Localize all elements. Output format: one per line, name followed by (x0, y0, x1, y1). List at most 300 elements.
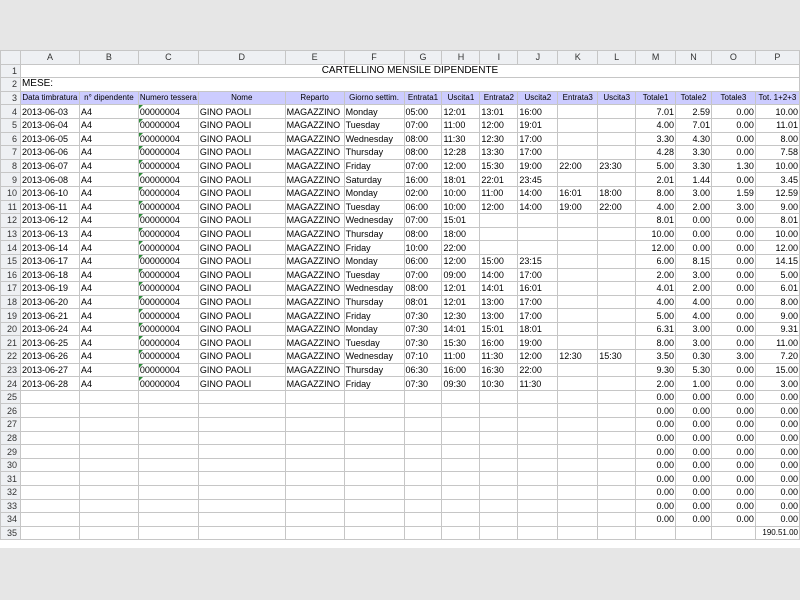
cell-f[interactable] (344, 513, 404, 527)
cell-d[interactable]: GINO PAOLI (198, 132, 285, 146)
column-header-n[interactable]: N (676, 51, 712, 65)
cell-e[interactable]: MAGAZZINO (285, 159, 344, 173)
cell-g[interactable]: 08:00 (404, 282, 442, 296)
row-header[interactable]: 17 (1, 282, 21, 296)
cell-a[interactable] (20, 445, 79, 459)
cell-p[interactable]: 9.00 (755, 200, 799, 214)
cell-e[interactable]: MAGAZZINO (285, 268, 344, 282)
cell-h[interactable]: 10:00 (442, 186, 480, 200)
cell-m[interactable]: 0.00 (636, 458, 676, 472)
cell-k[interactable]: 16:01 (558, 186, 598, 200)
cell-f[interactable]: Thursday (344, 227, 404, 241)
cell-k[interactable] (558, 458, 598, 472)
cell-n[interactable]: 1.00 (676, 377, 712, 391)
cell-g[interactable]: 07:30 (404, 336, 442, 350)
cell-b[interactable] (79, 418, 138, 432)
cell-a[interactable]: 2013-06-18 (20, 268, 79, 282)
cell-l[interactable] (598, 254, 636, 268)
cell-e[interactable] (285, 445, 344, 459)
row-header[interactable]: 28 (1, 431, 21, 445)
cell-f[interactable]: Thursday (344, 363, 404, 377)
cell-n[interactable]: 3.00 (676, 336, 712, 350)
cell-l[interactable] (598, 227, 636, 241)
cell-i[interactable] (480, 472, 518, 486)
grand-total-cell[interactable]: 190.51.00 (755, 526, 799, 540)
row-header[interactable]: 33 (1, 499, 21, 513)
cell-c[interactable]: 00000004 (138, 118, 198, 132)
cell-e[interactable]: MAGAZZINO (285, 309, 344, 323)
row-header[interactable]: 22 (1, 350, 21, 364)
row-header[interactable]: 6 (1, 132, 21, 146)
cell-p[interactable]: 7.20 (755, 350, 799, 364)
cell-b[interactable]: A4 (79, 105, 138, 119)
cell-k[interactable] (558, 336, 598, 350)
cell-j[interactable]: 23:15 (518, 254, 558, 268)
cell-l[interactable] (598, 241, 636, 255)
cell-h[interactable]: 10:00 (442, 200, 480, 214)
row-header[interactable]: 4 (1, 105, 21, 119)
cell-h[interactable]: 16:00 (442, 363, 480, 377)
cell-o[interactable]: 0.00 (712, 309, 756, 323)
cell-l[interactable] (598, 390, 636, 404)
cell-a[interactable] (20, 418, 79, 432)
cell-p[interactable]: 12.59 (755, 186, 799, 200)
cell-i[interactable] (480, 526, 518, 540)
cell-i[interactable]: 22:01 (480, 173, 518, 187)
column-header-b[interactable]: B (79, 51, 138, 65)
cell-f[interactable] (344, 458, 404, 472)
cell-j[interactable]: 12:00 (518, 350, 558, 364)
cell-h[interactable]: 09:30 (442, 377, 480, 391)
cell-e[interactable]: MAGAZZINO (285, 377, 344, 391)
cell-o[interactable]: 0.00 (712, 377, 756, 391)
cell-a[interactable]: 2013-06-12 (20, 214, 79, 228)
cell-n[interactable]: 3.00 (676, 322, 712, 336)
cell-i[interactable]: 13:00 (480, 309, 518, 323)
cell-n[interactable]: 2.00 (676, 200, 712, 214)
cell-m[interactable]: 0.00 (636, 445, 676, 459)
cell-a[interactable]: 2013-06-07 (20, 159, 79, 173)
cell-l[interactable] (598, 132, 636, 146)
cell-l[interactable] (598, 486, 636, 500)
cell-g[interactable] (404, 404, 442, 418)
cell-n[interactable]: 7.01 (676, 118, 712, 132)
cell-i[interactable] (480, 404, 518, 418)
cell-p[interactable]: 11.01 (755, 118, 799, 132)
cell-i[interactable] (480, 241, 518, 255)
row-header[interactable]: 35 (1, 526, 21, 540)
cell-l[interactable] (598, 377, 636, 391)
row-header[interactable]: 30 (1, 458, 21, 472)
cell-f[interactable]: Monday (344, 105, 404, 119)
column-header-i[interactable]: I (480, 51, 518, 65)
cell-l[interactable] (598, 268, 636, 282)
cell-k[interactable] (558, 254, 598, 268)
cell-b[interactable]: A4 (79, 214, 138, 228)
cell-p[interactable]: 11.00 (755, 336, 799, 350)
cell-k[interactable]: 19:00 (558, 200, 598, 214)
cell-e[interactable] (285, 458, 344, 472)
cell-l[interactable] (598, 404, 636, 418)
row-header[interactable]: 23 (1, 363, 21, 377)
cell-b[interactable] (79, 390, 138, 404)
cell-k[interactable]: 22:00 (558, 159, 598, 173)
cell-n[interactable]: 0.00 (676, 499, 712, 513)
cell-e[interactable]: MAGAZZINO (285, 254, 344, 268)
cell-j[interactable]: 14:00 (518, 186, 558, 200)
cell-o[interactable]: 0.00 (712, 431, 756, 445)
cell-n[interactable]: 4.30 (676, 132, 712, 146)
row-header[interactable]: 32 (1, 486, 21, 500)
cell-d[interactable] (198, 445, 285, 459)
row-header[interactable]: 24 (1, 377, 21, 391)
cell-b[interactable]: A4 (79, 132, 138, 146)
cell-o[interactable]: 0.00 (712, 295, 756, 309)
column-header-l[interactable]: L (598, 51, 636, 65)
cell-m[interactable]: 7.01 (636, 105, 676, 119)
cell-l[interactable] (598, 322, 636, 336)
cell-c[interactable] (138, 513, 198, 527)
cell-c[interactable]: 00000004 (138, 322, 198, 336)
cell-k[interactable] (558, 268, 598, 282)
cell-h[interactable] (442, 486, 480, 500)
cell-p[interactable]: 0.00 (755, 418, 799, 432)
cell-e[interactable] (285, 513, 344, 527)
cell-j[interactable]: 17:00 (518, 309, 558, 323)
cell-j[interactable]: 19:00 (518, 159, 558, 173)
cell-h[interactable] (442, 526, 480, 540)
cell-g[interactable] (404, 513, 442, 527)
cell-j[interactable] (518, 472, 558, 486)
cell-b[interactable]: A4 (79, 227, 138, 241)
cell-o[interactable]: 0.00 (712, 118, 756, 132)
cell-e[interactable]: MAGAZZINO (285, 363, 344, 377)
cell-b[interactable]: A4 (79, 336, 138, 350)
cell-b[interactable] (79, 486, 138, 500)
cell-c[interactable] (138, 486, 198, 500)
cell-d[interactable] (198, 526, 285, 540)
cell-d[interactable]: GINO PAOLI (198, 295, 285, 309)
cell-j[interactable]: 19:01 (518, 118, 558, 132)
cell-p[interactable]: 0.00 (755, 445, 799, 459)
cell-i[interactable]: 13:30 (480, 146, 518, 160)
row-header[interactable]: 1 (1, 64, 21, 78)
cell-p[interactable]: 8.01 (755, 214, 799, 228)
cell-c[interactable] (138, 526, 198, 540)
cell-m[interactable]: 4.00 (636, 118, 676, 132)
cell-f[interactable]: Friday (344, 159, 404, 173)
cell-b[interactable] (79, 404, 138, 418)
column-header-f[interactable]: F (344, 51, 404, 65)
cell-h[interactable] (442, 404, 480, 418)
cell-i[interactable]: 15:30 (480, 159, 518, 173)
cell-m[interactable]: 0.00 (636, 472, 676, 486)
cell-a[interactable]: 2013-06-06 (20, 146, 79, 160)
cell-m[interactable]: 2.00 (636, 268, 676, 282)
cell-c[interactable] (138, 458, 198, 472)
column-header-p[interactable]: P (755, 51, 799, 65)
cell-n[interactable]: 5.30 (676, 363, 712, 377)
cell-i[interactable]: 11:00 (480, 186, 518, 200)
cell-f[interactable] (344, 526, 404, 540)
cell-f[interactable]: Tuesday (344, 268, 404, 282)
cell-o[interactable]: 0.00 (712, 241, 756, 255)
cell-m[interactable]: 0.00 (636, 431, 676, 445)
cell-f[interactable]: Monday (344, 322, 404, 336)
cell-e[interactable]: MAGAZZINO (285, 322, 344, 336)
cell-n[interactable]: 0.00 (676, 214, 712, 228)
cell-l[interactable]: 15:30 (598, 350, 636, 364)
cell-m[interactable]: 0.00 (636, 404, 676, 418)
row-header[interactable]: 16 (1, 268, 21, 282)
cell-g[interactable] (404, 499, 442, 513)
cell-n[interactable]: 0.00 (676, 513, 712, 527)
cell-j[interactable] (518, 390, 558, 404)
cell-d[interactable] (198, 390, 285, 404)
cell-c[interactable]: 00000004 (138, 214, 198, 228)
cell-l[interactable] (598, 146, 636, 160)
row-header[interactable]: 34 (1, 513, 21, 527)
cell-a[interactable] (20, 390, 79, 404)
cell-f[interactable]: Wednesday (344, 132, 404, 146)
cell-g[interactable]: 08:00 (404, 146, 442, 160)
column-header-h[interactable]: H (442, 51, 480, 65)
cell-f[interactable]: Friday (344, 309, 404, 323)
cell-p[interactable]: 9.31 (755, 322, 799, 336)
cell-a[interactable]: 2013-06-08 (20, 173, 79, 187)
cell-o[interactable]: 0.00 (712, 336, 756, 350)
column-header-e[interactable]: E (285, 51, 344, 65)
cell-e[interactable]: MAGAZZINO (285, 227, 344, 241)
cell-l[interactable] (598, 295, 636, 309)
select-all-corner[interactable] (1, 51, 21, 65)
cell-n[interactable]: 2.00 (676, 282, 712, 296)
cell-g[interactable]: 07:00 (404, 268, 442, 282)
cell-p[interactable]: 12.00 (755, 241, 799, 255)
cell-h[interactable]: 14:01 (442, 322, 480, 336)
cell-b[interactable]: A4 (79, 173, 138, 187)
cell-g[interactable] (404, 445, 442, 459)
cell-d[interactable]: GINO PAOLI (198, 186, 285, 200)
header-cell[interactable]: Totale3 (712, 91, 756, 105)
cell-c[interactable]: 00000004 (138, 227, 198, 241)
cell-n[interactable]: 4.00 (676, 309, 712, 323)
cell-d[interactable] (198, 418, 285, 432)
cell-g[interactable]: 16:00 (404, 173, 442, 187)
row-header[interactable]: 12 (1, 214, 21, 228)
cell-h[interactable] (442, 431, 480, 445)
cell-i[interactable]: 13:01 (480, 105, 518, 119)
cell-l[interactable]: 23:30 (598, 159, 636, 173)
column-header-o[interactable]: O (712, 51, 756, 65)
cell-m[interactable]: 8.00 (636, 336, 676, 350)
cell-o[interactable]: 0.00 (712, 173, 756, 187)
row-header[interactable]: 31 (1, 472, 21, 486)
cell-m[interactable] (636, 526, 676, 540)
cell-b[interactable]: A4 (79, 118, 138, 132)
cell-f[interactable] (344, 499, 404, 513)
cell-c[interactable]: 00000004 (138, 186, 198, 200)
cell-m[interactable]: 5.00 (636, 309, 676, 323)
cell-d[interactable] (198, 431, 285, 445)
cell-d[interactable] (198, 499, 285, 513)
cell-n[interactable] (676, 526, 712, 540)
cell-m[interactable]: 0.00 (636, 499, 676, 513)
cell-d[interactable]: GINO PAOLI (198, 227, 285, 241)
cell-p[interactable]: 10.00 (755, 227, 799, 241)
cell-h[interactable]: 15:01 (442, 214, 480, 228)
cell-f[interactable]: Tuesday (344, 200, 404, 214)
cell-n[interactable]: 3.00 (676, 186, 712, 200)
cell-h[interactable]: 12:01 (442, 282, 480, 296)
header-cell[interactable]: Nome (198, 91, 285, 105)
cell-l[interactable] (598, 336, 636, 350)
cell-h[interactable]: 12:01 (442, 295, 480, 309)
cell-f[interactable]: Wednesday (344, 282, 404, 296)
cell-e[interactable] (285, 390, 344, 404)
cell-m[interactable]: 0.00 (636, 513, 676, 527)
cell-j[interactable]: 14:00 (518, 200, 558, 214)
cell-l[interactable] (598, 513, 636, 527)
cell-j[interactable] (518, 404, 558, 418)
cell-o[interactable]: 1.59 (712, 186, 756, 200)
cell-o[interactable]: 0.00 (712, 282, 756, 296)
cell-d[interactable]: GINO PAOLI (198, 173, 285, 187)
cell-i[interactable]: 12:30 (480, 132, 518, 146)
cell-e[interactable]: MAGAZZINO (285, 295, 344, 309)
cell-i[interactable]: 16:00 (480, 336, 518, 350)
cell-a[interactable] (20, 526, 79, 540)
cell-i[interactable]: 15:01 (480, 322, 518, 336)
cell-l[interactable] (598, 499, 636, 513)
cell-n[interactable]: 8.15 (676, 254, 712, 268)
cell-i[interactable] (480, 418, 518, 432)
cell-b[interactable] (79, 458, 138, 472)
cell-k[interactable] (558, 105, 598, 119)
cell-k[interactable] (558, 132, 598, 146)
cell-h[interactable] (442, 472, 480, 486)
cell-b[interactable]: A4 (79, 363, 138, 377)
cell-b[interactable]: A4 (79, 146, 138, 160)
cell-b[interactable]: A4 (79, 322, 138, 336)
cell-c[interactable]: 00000004 (138, 105, 198, 119)
cell-p[interactable]: 0.00 (755, 431, 799, 445)
cell-m[interactable]: 0.00 (636, 390, 676, 404)
cell-e[interactable] (285, 526, 344, 540)
cell-h[interactable]: 12:30 (442, 309, 480, 323)
cell-e[interactable] (285, 418, 344, 432)
row-header[interactable]: 29 (1, 445, 21, 459)
cell-o[interactable]: 0.00 (712, 105, 756, 119)
cell-e[interactable]: MAGAZZINO (285, 173, 344, 187)
cell-d[interactable] (198, 458, 285, 472)
cell-g[interactable] (404, 472, 442, 486)
cell-g[interactable]: 05:00 (404, 105, 442, 119)
cell-f[interactable]: Friday (344, 241, 404, 255)
header-cell[interactable]: Tot. 1+2+3 (755, 91, 799, 105)
cell-h[interactable]: 11:30 (442, 132, 480, 146)
cell-a[interactable] (20, 499, 79, 513)
cell-j[interactable]: 22:00 (518, 363, 558, 377)
cell-n[interactable]: 3.30 (676, 159, 712, 173)
header-cell[interactable]: Uscita1 (442, 91, 480, 105)
cell-c[interactable]: 00000004 (138, 200, 198, 214)
cell-c[interactable] (138, 404, 198, 418)
row-header[interactable]: 2 (1, 78, 21, 92)
cell-d[interactable]: GINO PAOLI (198, 214, 285, 228)
cell-a[interactable] (20, 513, 79, 527)
cell-n[interactable]: 0.00 (676, 431, 712, 445)
cell-i[interactable]: 16:30 (480, 363, 518, 377)
cell-o[interactable] (712, 526, 756, 540)
cell-m[interactable]: 4.01 (636, 282, 676, 296)
cell-m[interactable]: 4.28 (636, 146, 676, 160)
column-header-d[interactable]: D (198, 51, 285, 65)
cell-m[interactable]: 6.00 (636, 254, 676, 268)
cell-b[interactable]: A4 (79, 200, 138, 214)
cell-b[interactable] (79, 526, 138, 540)
cell-d[interactable] (198, 486, 285, 500)
cell-k[interactable] (558, 377, 598, 391)
cell-f[interactable]: Thursday (344, 146, 404, 160)
cell-e[interactable]: MAGAZZINO (285, 200, 344, 214)
cell-c[interactable]: 00000004 (138, 159, 198, 173)
cell-l[interactable] (598, 431, 636, 445)
cell-k[interactable] (558, 173, 598, 187)
cell-k[interactable] (558, 486, 598, 500)
row-header[interactable]: 11 (1, 200, 21, 214)
cell-m[interactable]: 4.00 (636, 200, 676, 214)
cell-j[interactable]: 11:30 (518, 377, 558, 391)
cell-o[interactable]: 0.00 (712, 146, 756, 160)
cell-l[interactable] (598, 418, 636, 432)
cell-p[interactable]: 8.00 (755, 132, 799, 146)
cell-o[interactable]: 0.00 (712, 404, 756, 418)
cell-h[interactable]: 12:28 (442, 146, 480, 160)
cell-n[interactable]: 0.00 (676, 227, 712, 241)
cell-c[interactable]: 00000004 (138, 146, 198, 160)
cell-i[interactable]: 12:00 (480, 118, 518, 132)
cell-g[interactable] (404, 526, 442, 540)
cell-b[interactable]: A4 (79, 254, 138, 268)
cell-n[interactable]: 1.44 (676, 173, 712, 187)
cell-j[interactable]: 17:00 (518, 268, 558, 282)
cell-n[interactable]: 3.30 (676, 146, 712, 160)
row-header[interactable]: 3 (1, 91, 21, 105)
cell-f[interactable] (344, 418, 404, 432)
cell-a[interactable]: 2013-06-26 (20, 350, 79, 364)
cell-i[interactable] (480, 513, 518, 527)
cell-a[interactable] (20, 458, 79, 472)
cell-g[interactable]: 06:00 (404, 200, 442, 214)
row-header[interactable]: 26 (1, 404, 21, 418)
cell-h[interactable]: 15:30 (442, 336, 480, 350)
cell-h[interactable] (442, 418, 480, 432)
cell-j[interactable]: 23:45 (518, 173, 558, 187)
cell-a[interactable]: 2013-06-19 (20, 282, 79, 296)
cell-k[interactable] (558, 146, 598, 160)
cell-k[interactable] (558, 241, 598, 255)
cell-g[interactable]: 07:00 (404, 214, 442, 228)
cell-f[interactable]: Wednesday (344, 214, 404, 228)
cell-h[interactable]: 12:00 (442, 254, 480, 268)
cell-c[interactable]: 00000004 (138, 295, 198, 309)
cell-l[interactable] (598, 118, 636, 132)
cell-i[interactable] (480, 390, 518, 404)
cell-p[interactable]: 0.00 (755, 486, 799, 500)
cell-k[interactable] (558, 363, 598, 377)
cell-k[interactable] (558, 526, 598, 540)
